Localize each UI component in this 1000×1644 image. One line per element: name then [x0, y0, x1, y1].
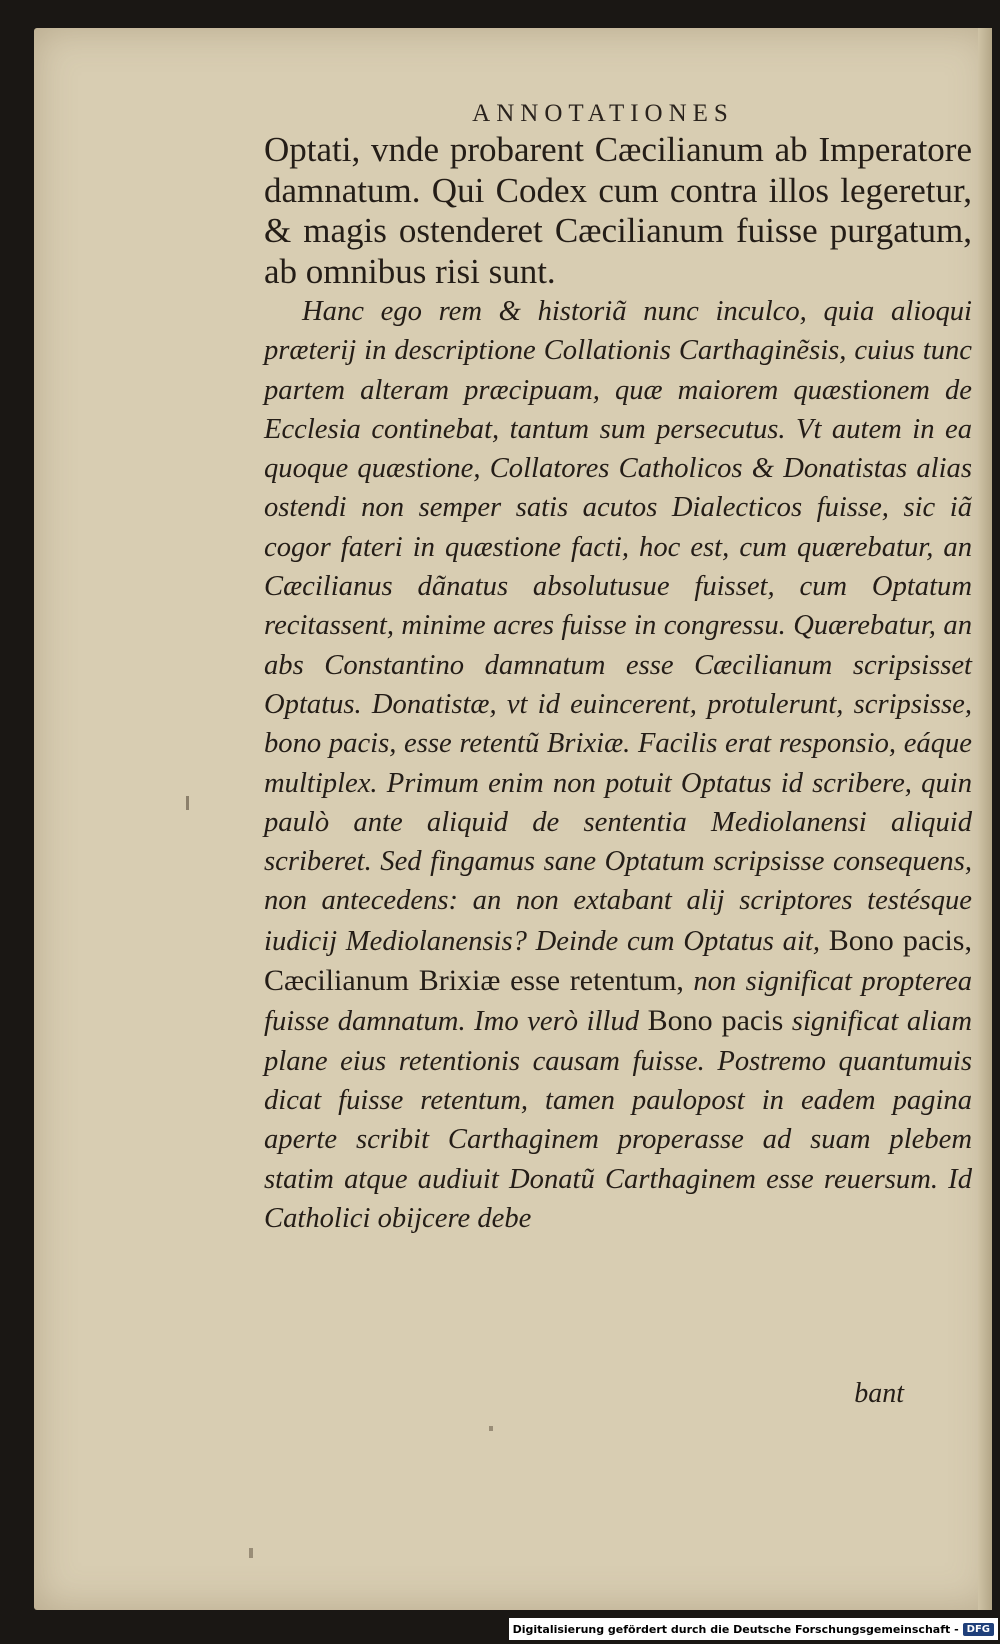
body-text — [264, 130, 972, 1238]
footer-credit: Digitalisierung gefördert durch die Deutsche Forschungsgemeinschaft - — [512, 1622, 959, 1636]
roman-quote-1: Bono pacis, Cæcilianum Brixiæ esse retentum, — [264, 923, 972, 998]
ink-mark — [249, 1548, 253, 1558]
catchword: bant — [854, 1378, 904, 1409]
italic-text-part-2: non significat propterea fuisse damnatum. Imo verò illud — [264, 966, 973, 1038]
roman-quote-2: Bono pacis — [647, 1004, 784, 1038]
italic-paragraph — [264, 292, 972, 1238]
italic-text-part-1: Hanc ego rem & historiã nunc inculco, quia alioqui præterij in descriptione Collationis Carthaginẽsis, cuius tunc partem alteram præcipuam, quæ maiorem quæstionem de Ecclesia continebat, tantum sum persecutus. Vt autem in ea quoque quæstione, Collatores Catholicos & Donatistas alias ostendi non semper satis acutos Dialecticos fuisse, sic iã cogor fateri in quæstione facti, hoc est, cum quærebatur, an Cæcilianus dãnatus absolutusue fuisset, cum Optatum recitassent, minime acres fuisse in congressu. Quærebatur, an abs Constantino damnatum esse Cæcilianum scripsisset Optatus. Donatistæ, vt id euincerent, protulerunt, scripsisse, bono pacis, esse retentũ Brixiæ. Facilis erat responsio, eáque multiplex. Primum enim non potuit Optatus id scribere, quin paulò ante aliquid de sententia Mediolanensi aliquid scriberet. Sed fingamus sane Optatum scripsisse consequens, non antecedens: an non extabant alij scriptores testésque iudicij Mediolanensis? Deinde cum Optatus ait, — [264, 296, 972, 957]
digitization-footer — [509, 1618, 998, 1640]
dfg-logo-icon: DFG — [963, 1623, 994, 1636]
roman-paragraph: Optati, vnde probarent Cæcilianum ab Imperatore damnatum. Qui Codex cum contra illos legeretur, & magis ostenderet Cæcilianum fuisse purgatum, ab omnibus risi sunt. — [264, 130, 972, 291]
book-page — [34, 28, 992, 1610]
italic-text-part-3: significat aliam plane eius retentionis causam fuisse. Postremo quantumuis dicat fuisse retentum, tamen paulopost in eadem pagina aperte scribit Carthaginem properasse ad suam plebem statim atque audiuit Donatũ Carthaginem esse reuersum. Id Catholici obijcere debe — [264, 1006, 972, 1234]
ink-mark — [489, 1426, 493, 1431]
page-edge — [978, 28, 992, 1610]
running-head: ANNOTATIONES — [472, 100, 734, 127]
ink-mark — [186, 796, 189, 810]
